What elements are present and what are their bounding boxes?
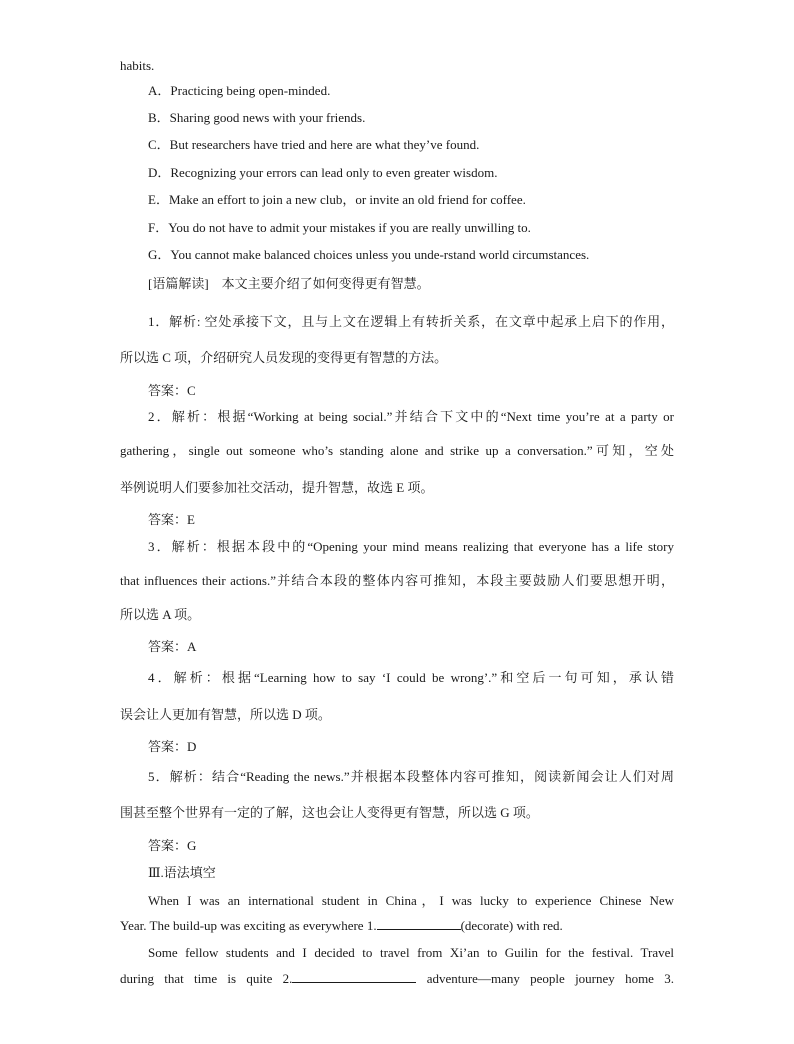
explanation-2-line-2: gathering，single out someone who’s standing alone and strike up a conversation.”可知，空处	[120, 443, 674, 458]
blank-2[interactable]	[292, 970, 416, 983]
option-g: G．You cannot make balanced choices unless you unde-rstand world circumstances.	[148, 247, 590, 262]
continuation-text: habits.	[120, 58, 155, 73]
option-f: F．You do not have to admit your mistakes if you are really unwilling to.	[148, 220, 531, 235]
grammar-p2-line-1: Some fellow students and I decided to travel from Xi’an to Guilin for the festival. Travel	[148, 945, 674, 960]
explanation-2-line-1: 2．解析：根据“Working at being social.”并结合下文中的“Next time you’re at a party or	[148, 409, 674, 424]
option-d: D．Recognizing your errors can lead only to even greater wisdom.	[148, 165, 498, 180]
explanation-5-line-1: 5．解析：结合“Reading the news.”并根据本段整体内容可推知，阅读新闻会让人们对周	[148, 769, 674, 784]
explanation-2-line-3: 举例说明人们要参加社交活动，提升智慧，故选 E 项。	[120, 480, 434, 495]
grammar-p1-line-2	[120, 917, 563, 934]
option-e: E．Make an effort to join a new club，or invite an old friend for coffee.	[148, 192, 526, 207]
explanation-4-line-1: 4．解析：根据“Learning how to say ‘I could be wrong’.”和空后一句可知，承认错	[148, 670, 674, 685]
answer-4: 答案：D	[148, 739, 197, 754]
grammar-p1-line-2-text: Year. The build-up was exciting as everywhere 1.	[120, 918, 377, 933]
explanation-1-line-2: 所以选 C 项，介绍研究人员发现的变得更有智慧的方法。	[120, 350, 448, 365]
section-heading: Ⅲ.语法填空	[148, 865, 216, 880]
explanation-3-line-3: 所以选 A 项。	[120, 607, 201, 622]
grammar-p2-line-2-tail: adventure—many people journey home 3.	[426, 971, 674, 986]
explanation-3-line-1: 3．解析：根据本段中的“Opening your mind means realizing that everyone has a life story	[148, 539, 674, 554]
option-b: B．Sharing good news with your friends.	[148, 110, 366, 125]
grammar-p1-line-2-tail: (decorate) with red.	[460, 918, 563, 933]
passage-summary: [语篇解读] 本文主要介绍了如何变得更有智慧。	[148, 276, 430, 291]
option-a: A．Practicing being open-minded.	[148, 83, 331, 98]
explanation-3-line-2: that influences their actions.”并结合本段的整体内容可推知，本段主要鼓励人们要思想开明，	[120, 573, 674, 588]
answer-2: 答案：E	[148, 512, 195, 527]
answer-3: 答案：A	[148, 639, 197, 654]
explanation-4-line-2: 误会让人更加有智慧，所以选 D 项。	[120, 707, 331, 722]
grammar-p2-line-2	[120, 970, 674, 987]
explanation-1-line-1: 1．解析: 空处承接下文，且与上文在逻辑上有转折关系，在文章中起承上启下的作用，	[148, 314, 674, 329]
explanation-5-line-2: 围甚至整个世界有一定的了解，这也会让人变得更有智慧，所以选 G 项。	[120, 805, 539, 820]
option-c: C．But researchers have tried and here are what they’ve found.	[148, 137, 480, 152]
answer-1: 答案：C	[148, 383, 196, 398]
grammar-p2-line-2-text: during that time is quite 2.	[120, 971, 293, 986]
grammar-p1-line-1: When I was an international student in China，I was lucky to experience Chinese New	[148, 893, 674, 908]
answer-5: 答案：G	[148, 838, 197, 853]
blank-1[interactable]	[377, 917, 461, 930]
